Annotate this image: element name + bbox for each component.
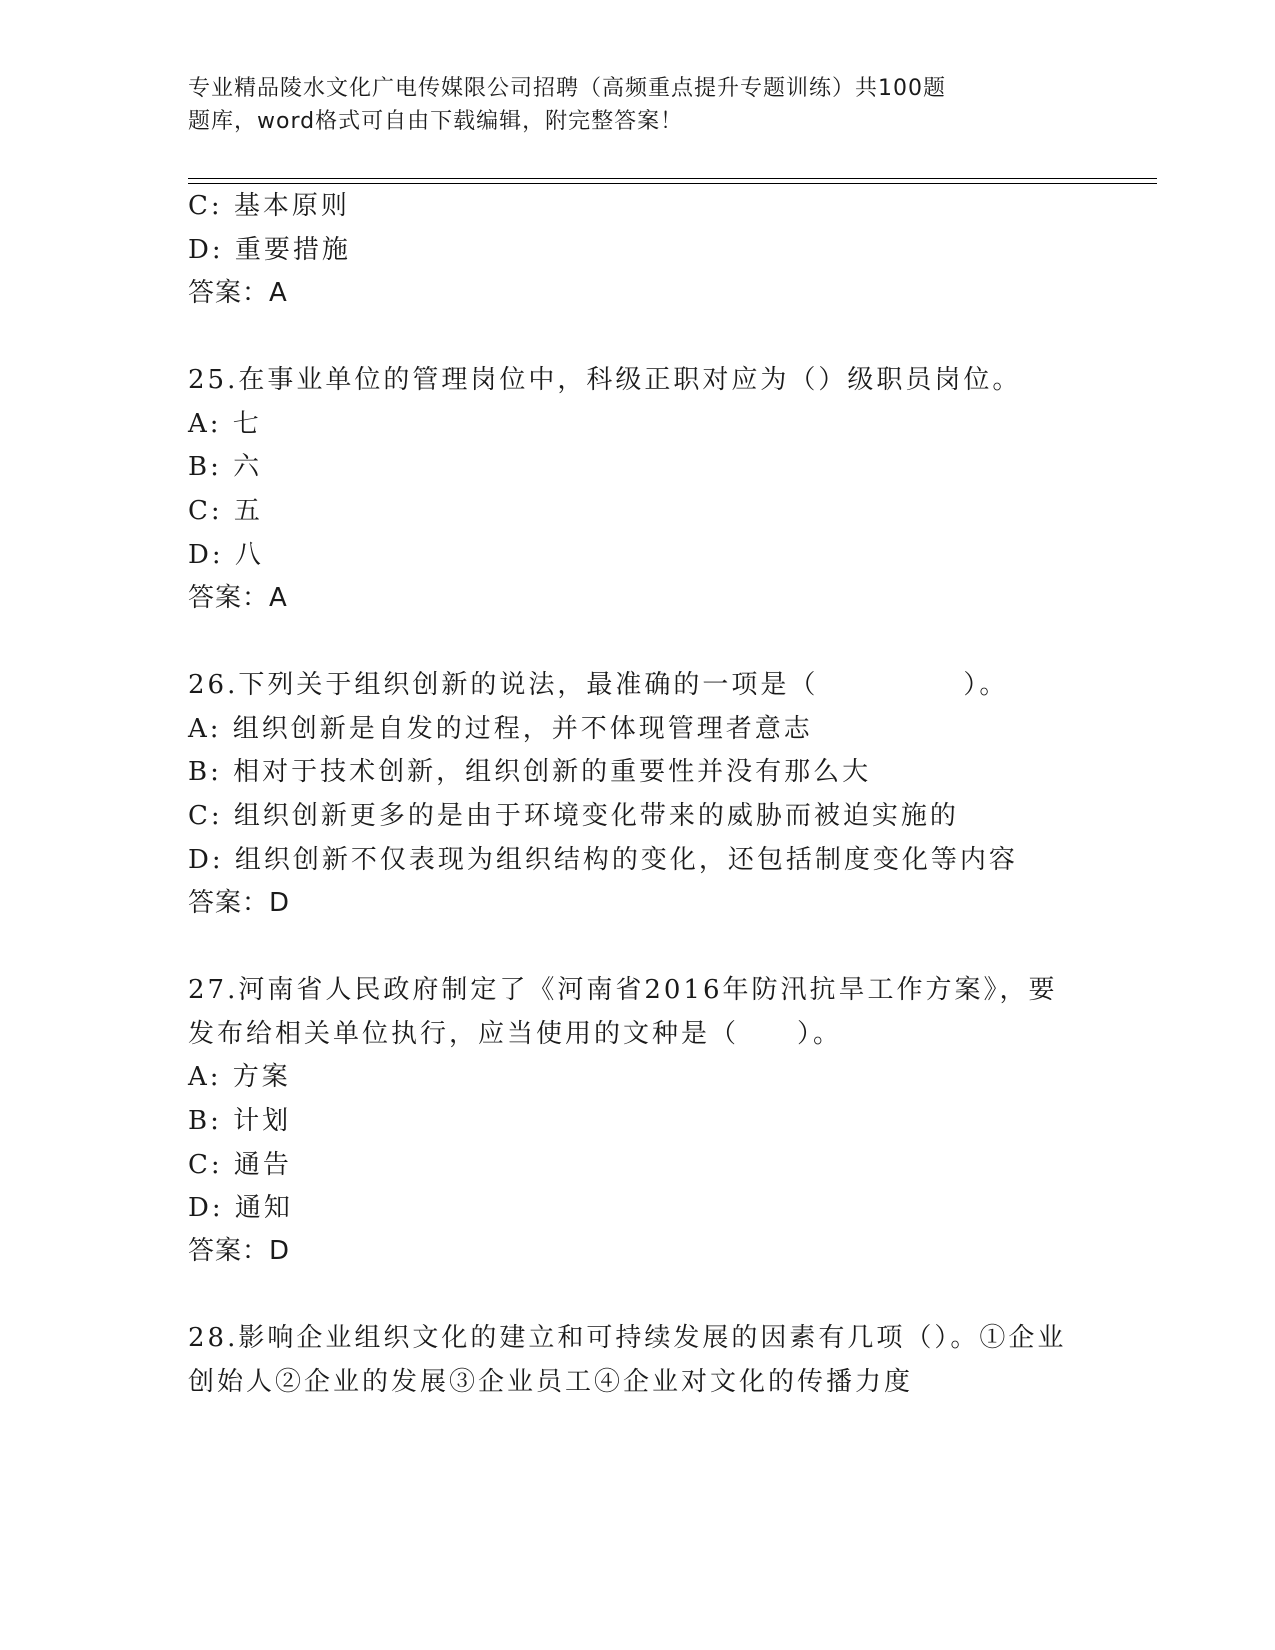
question-28-line1: 28.影响企业组织文化的建立和可持续发展的因素有几项（）。①企业 [188,1323,1067,1353]
option-c: C: 五 [188,496,263,526]
answer-line: 答案：A [188,278,288,308]
option-c: C: 组织创新更多的是由于环境变化带来的威胁而被迫实施的 [188,801,959,831]
page-header [188,72,1048,138]
option-a: A: 方案 [188,1062,291,1092]
option-b: B: 相对于技术创新，组织创新的重要性并没有那么大 [188,757,872,787]
option-c: C: 通告 [188,1150,292,1180]
header-divider [188,178,1157,184]
option-d: D: 重要措施 [188,235,351,265]
question-25: 25.在事业单位的管理岗位中，科级正职对应为（）级职员岗位。 [188,365,1022,395]
option-d: D: 组织创新不仅表现为组织结构的变化，还包括制度变化等内容 [188,845,1018,875]
option-b: B: 六 [188,452,263,482]
option-a: A: 组织创新是自发的过程，并不体现管理者意志 [188,714,813,744]
option-c: C: 基本原则 [188,191,350,221]
header-title-line2: 题库，word格式可自由下载编辑，附完整答案！ [188,109,684,134]
answer-line: 答案：D [188,888,291,918]
question-27-line1: 27.河南省人民政府制定了《河南省2016年防汛抗旱工作方案》，要 [188,975,1058,1005]
option-d: D: 通知 [188,1193,293,1223]
header-title-line1: 专业精品陵水文化广电传媒限公司招聘（高频重点提升专题训练）共100题 [188,76,946,101]
option-a: A: 七 [188,409,262,439]
option-d: D: 八 [188,540,264,570]
question-26: 26.下列关于组织创新的说法，最准确的一项是（ ）。 [188,670,1009,700]
option-b: B: 计划 [188,1106,292,1136]
answer-line: 答案：A [188,583,288,613]
question-27-line2: 发布给相关单位执行，应当使用的文种是（ ）。 [188,1019,843,1049]
question-28-line2: 创始人②企业的发展③企业员工④企业对文化的传播力度 [188,1367,914,1397]
answer-line: 答案：D [188,1236,291,1266]
